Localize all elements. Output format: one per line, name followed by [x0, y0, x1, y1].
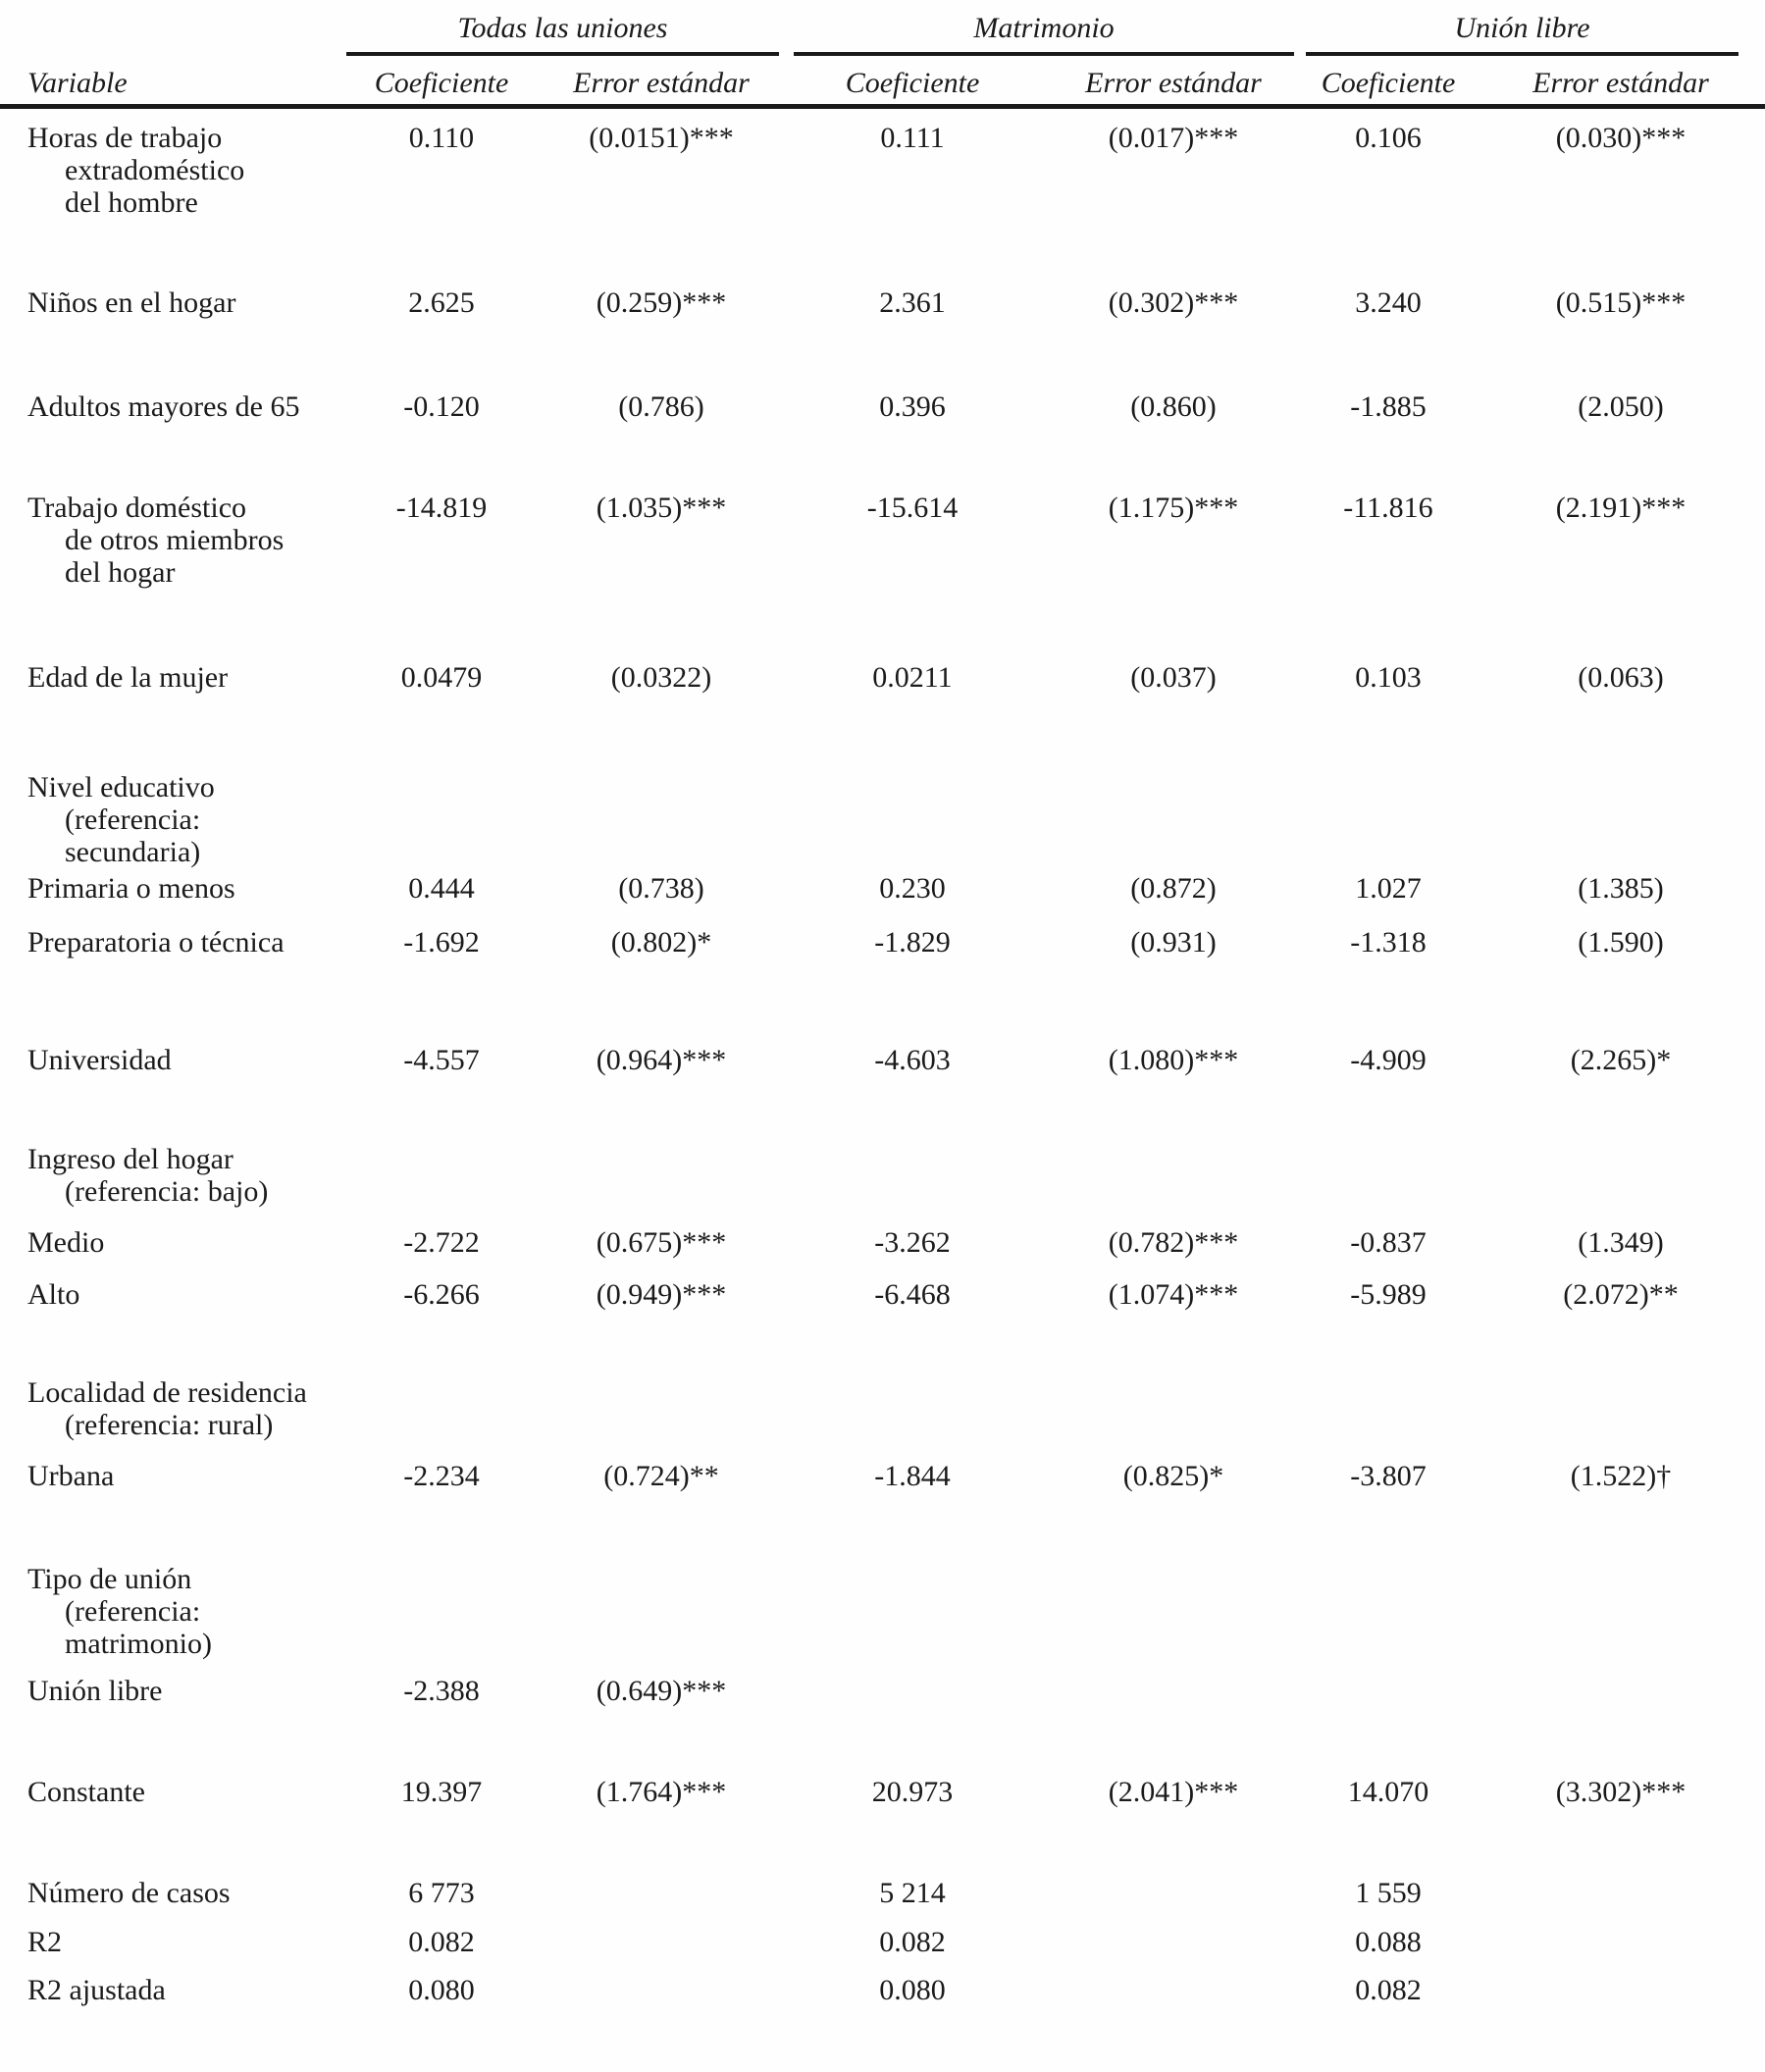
coefficient-cell-todas: 0.080 — [408, 1974, 475, 2006]
variable-label-line: Preparatoria o técnica — [27, 926, 285, 958]
coefficient-cell-union-libre: 0.088 — [1355, 1926, 1422, 1958]
coefficient-cell-matrimonio: -4.603 — [874, 1044, 951, 1076]
stderr-cell-matrimonio: (2.041)*** — [1108, 1776, 1239, 1808]
variable-label — [27, 1460, 334, 1492]
variable-label — [27, 1974, 334, 2006]
variable-label — [27, 390, 334, 423]
stderr-cell-todas: (1.035)*** — [596, 492, 727, 524]
column-header-coeficiente-2: Coeficiente — [845, 67, 980, 99]
variable-label-continuation: del hombre — [65, 186, 198, 219]
header-rule — [0, 104, 1765, 109]
variable-label-line: Trabajo doméstico — [27, 492, 247, 524]
variable-label — [27, 1563, 334, 1660]
stderr-cell-matrimonio: (0.302)*** — [1108, 286, 1239, 319]
coefficient-cell-union-libre: 1.027 — [1355, 872, 1422, 905]
coefficient-cell-todas: -14.819 — [395, 492, 488, 524]
variable-label-line: Edad de la mujer — [27, 661, 229, 694]
variable-label-continuation: (referencia: — [65, 1595, 201, 1628]
stderr-cell-union-libre: (2.072)** — [1563, 1278, 1679, 1311]
coefficient-cell-matrimonio: 20.973 — [871, 1776, 954, 1808]
stderr-cell-todas: (0.964)*** — [596, 1044, 727, 1076]
coefficient-cell-union-libre: 1 559 — [1355, 1877, 1422, 1909]
stderr-cell-matrimonio: (1.080)*** — [1108, 1044, 1239, 1076]
coefficient-cell-matrimonio: -6.468 — [874, 1278, 951, 1311]
column-group-label-union-libre: Unión libre — [1454, 12, 1590, 44]
variable-label-line: Universidad — [27, 1044, 172, 1076]
variable-label-line: Número de casos — [27, 1877, 231, 1909]
variable-label-line: R2 — [27, 1926, 63, 1958]
stderr-cell-todas: (0.0322) — [610, 661, 712, 694]
stderr-cell-matrimonio: (0.017)*** — [1108, 122, 1239, 154]
stderr-cell-union-libre: (3.302)*** — [1555, 1776, 1687, 1808]
stderr-cell-todas: (0.649)*** — [596, 1675, 727, 1707]
coefficient-cell-matrimonio: 0.0211 — [872, 661, 953, 694]
coefficient-cell-matrimonio: 0.230 — [879, 872, 946, 905]
column-group-label-todas-las-uniones: Todas las uniones — [457, 12, 668, 44]
coefficient-cell-matrimonio: 2.361 — [879, 286, 946, 319]
column-group-label-matrimonio: Matrimonio — [973, 12, 1115, 44]
variable-label — [27, 926, 334, 958]
coefficient-cell-todas: 0.0479 — [400, 661, 483, 694]
coefficient-cell-union-libre: 14.070 — [1347, 1776, 1429, 1808]
column-header-coeficiente-1: Coeficiente — [374, 67, 509, 99]
variable-label — [27, 1044, 334, 1076]
variable-label — [27, 1776, 334, 1808]
variable-label-continuation: (referencia: bajo) — [65, 1175, 269, 1208]
stderr-cell-todas: (0.738) — [618, 872, 704, 905]
variable-label-line: Alto — [27, 1278, 80, 1311]
variable-label-line: Medio — [27, 1226, 105, 1259]
coefficient-cell-todas: 19.397 — [400, 1776, 483, 1808]
variable-label — [27, 1926, 334, 1958]
variable-label-continuation: (referencia: — [65, 803, 201, 836]
variable-label-line: Primaria o menos — [27, 872, 235, 905]
stderr-cell-union-libre: (1.385) — [1578, 872, 1664, 905]
variable-label — [27, 1143, 334, 1208]
coefficient-cell-matrimonio: -3.262 — [874, 1226, 951, 1259]
coefficient-cell-matrimonio: 0.082 — [879, 1926, 946, 1958]
coefficient-cell-union-libre: -1.318 — [1350, 926, 1427, 958]
variable-label — [27, 1675, 334, 1707]
stderr-cell-union-libre: (2.050) — [1578, 390, 1664, 423]
stderr-cell-union-libre: (0.515)*** — [1555, 286, 1687, 319]
variable-label-line: Unión libre — [27, 1675, 163, 1707]
stderr-cell-union-libre: (0.063) — [1578, 661, 1664, 694]
variable-label — [27, 1376, 334, 1441]
stderr-cell-todas: (0.802)* — [610, 926, 712, 958]
coefficient-cell-union-libre: 0.082 — [1355, 1974, 1422, 2006]
coefficient-cell-union-libre: -11.816 — [1343, 492, 1433, 524]
coefficient-cell-matrimonio: -1.844 — [874, 1460, 951, 1492]
group-rule — [346, 52, 779, 56]
stderr-cell-matrimonio: (1.074)*** — [1108, 1278, 1239, 1311]
coefficient-cell-todas: -4.557 — [403, 1044, 480, 1076]
stderr-cell-matrimonio: (0.825)* — [1122, 1460, 1224, 1492]
stderr-cell-todas: (1.764)*** — [596, 1776, 727, 1808]
variable-label-line: R2 ajustada — [27, 1974, 166, 2006]
coefficient-cell-todas: 0.082 — [408, 1926, 475, 1958]
stderr-cell-union-libre: (2.265)* — [1570, 1044, 1672, 1076]
coefficient-cell-todas: 6 773 — [408, 1877, 475, 1909]
coefficient-cell-todas: -2.722 — [403, 1226, 480, 1259]
coefficient-cell-union-libre: 3.240 — [1355, 286, 1422, 319]
column-header-variable: Variable — [27, 67, 128, 99]
stderr-cell-todas: (0.786) — [618, 390, 704, 423]
coefficient-cell-matrimonio: 0.080 — [879, 1974, 946, 2006]
coefficient-cell-todas: 2.625 — [408, 286, 475, 319]
coefficient-cell-matrimonio: -1.829 — [874, 926, 951, 958]
coefficient-cell-todas: 0.110 — [408, 122, 475, 154]
coefficient-cell-todas: -0.120 — [403, 390, 480, 423]
column-header-error-estandar-1: Error estándar — [573, 67, 750, 99]
variable-label-continuation: extradoméstico — [65, 154, 245, 186]
coefficient-cell-todas: -1.692 — [403, 926, 480, 958]
variable-label — [27, 492, 334, 589]
stderr-cell-matrimonio: (0.872) — [1130, 872, 1217, 905]
coefficient-cell-union-libre: 0.103 — [1355, 661, 1422, 694]
coefficient-cell-union-libre: -0.837 — [1350, 1226, 1427, 1259]
stderr-cell-matrimonio: (1.175)*** — [1108, 492, 1239, 524]
variable-label-line: Horas de trabajo — [27, 122, 223, 154]
stderr-cell-matrimonio: (0.782)*** — [1108, 1226, 1239, 1259]
group-rule — [794, 52, 1294, 56]
column-header-coeficiente-3: Coeficiente — [1321, 67, 1456, 99]
coefficient-cell-todas: -2.388 — [403, 1675, 480, 1707]
variable-label-continuation: de otros miembros — [65, 524, 285, 556]
coefficient-cell-todas: -6.266 — [403, 1278, 480, 1311]
coefficient-cell-union-libre: -5.989 — [1350, 1278, 1427, 1311]
group-rule — [1306, 52, 1739, 56]
coefficient-cell-union-libre: -1.885 — [1350, 390, 1427, 423]
variable-label-line: Adultos mayores de 65 — [27, 390, 300, 423]
stderr-cell-union-libre: (1.349) — [1578, 1226, 1664, 1259]
coefficient-cell-union-libre: 0.106 — [1355, 122, 1422, 154]
stderr-cell-union-libre: (2.191)*** — [1555, 492, 1687, 524]
coefficient-cell-matrimonio: -15.614 — [866, 492, 959, 524]
stderr-cell-union-libre: (0.030)*** — [1555, 122, 1687, 154]
coefficient-cell-matrimonio: 0.396 — [879, 390, 946, 423]
stderr-cell-matrimonio: (0.037) — [1130, 661, 1217, 694]
stderr-cell-union-libre: (1.522)† — [1570, 1460, 1672, 1492]
variable-label — [27, 872, 334, 905]
coefficient-cell-union-libre: -3.807 — [1350, 1460, 1427, 1492]
coefficient-cell-matrimonio: 0.111 — [880, 122, 945, 154]
stderr-cell-todas: (0.675)*** — [596, 1226, 727, 1259]
variable-label — [27, 1877, 334, 1909]
coefficient-cell-union-libre: -4.909 — [1350, 1044, 1427, 1076]
variable-label — [27, 771, 334, 868]
variable-label-line: Nivel educativo — [27, 771, 215, 803]
variable-label-line: Localidad de residencia — [27, 1376, 307, 1409]
variable-label — [27, 1226, 334, 1259]
variable-label-line: Constante — [27, 1776, 145, 1808]
stderr-cell-todas: (0.0151)*** — [589, 122, 734, 154]
coefficient-cell-matrimonio: 5 214 — [879, 1877, 946, 1909]
column-header-error-estandar-2: Error estándar — [1085, 67, 1262, 99]
variable-label-line: Ingreso del hogar — [27, 1143, 234, 1175]
variable-label-continuation: (referencia: rural) — [65, 1409, 274, 1441]
stderr-cell-matrimonio: (0.860) — [1130, 390, 1217, 423]
variable-label-continuation: matrimonio) — [65, 1628, 212, 1660]
column-header-error-estandar-3: Error estándar — [1532, 67, 1709, 99]
variable-label — [27, 1278, 334, 1311]
variable-label-continuation: secundaria) — [65, 836, 201, 868]
variable-label — [27, 286, 334, 319]
stderr-cell-todas: (0.259)*** — [596, 286, 727, 319]
variable-label-line: Niños en el hogar — [27, 286, 236, 319]
variable-label — [27, 661, 334, 694]
variable-label-continuation: del hogar — [65, 556, 176, 589]
stderr-cell-union-libre: (1.590) — [1578, 926, 1664, 958]
variable-label-line: Tipo de unión — [27, 1563, 192, 1595]
stderr-cell-todas: (0.724)** — [603, 1460, 719, 1492]
stderr-cell-todas: (0.949)*** — [596, 1278, 727, 1311]
coefficient-cell-todas: 0.444 — [408, 872, 475, 905]
coefficient-cell-todas: -2.234 — [403, 1460, 480, 1492]
variable-label-line: Urbana — [27, 1460, 115, 1492]
variable-label — [27, 122, 334, 219]
stderr-cell-matrimonio: (0.931) — [1130, 926, 1217, 958]
